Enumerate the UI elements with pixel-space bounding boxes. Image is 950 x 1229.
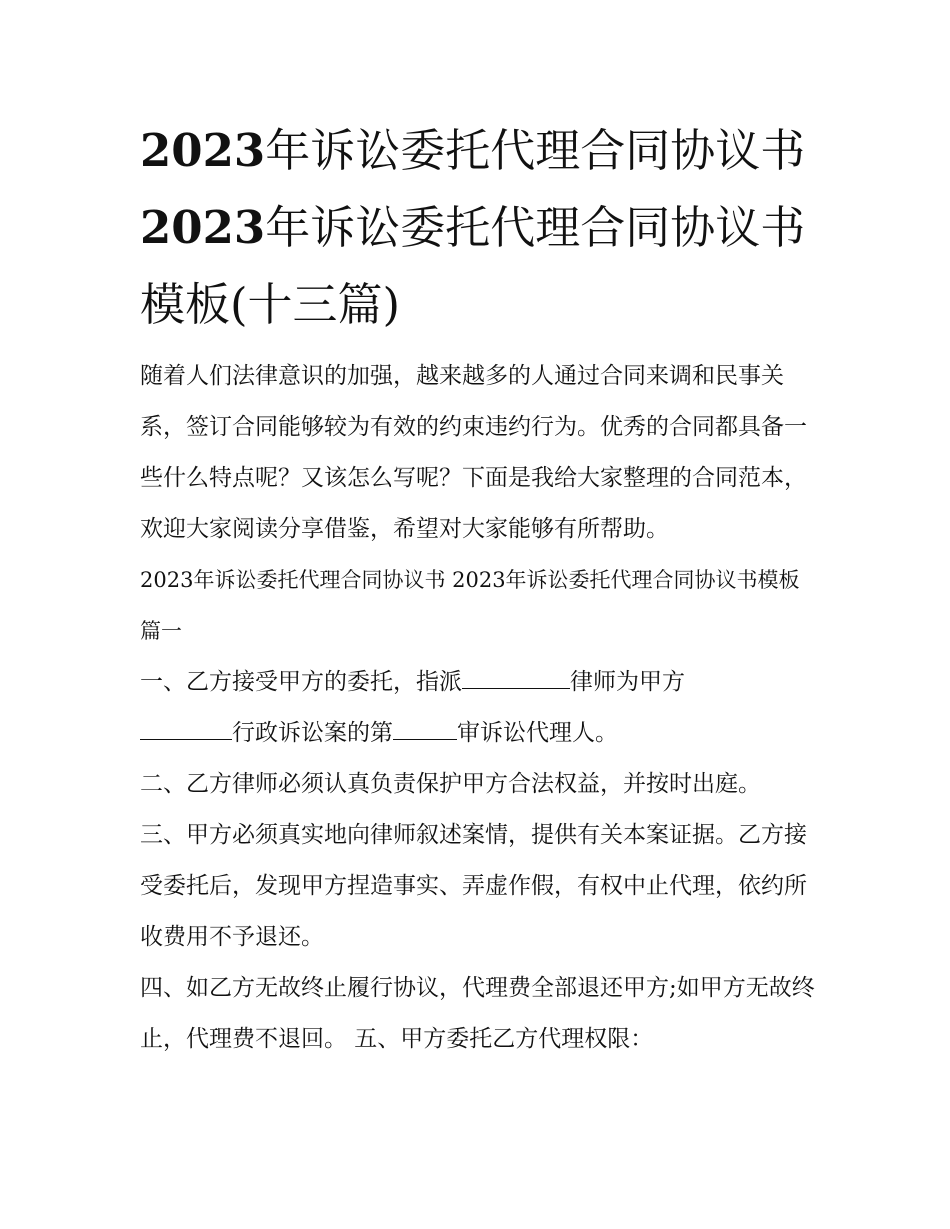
title-year-1: 2023 — [140, 124, 266, 177]
document-page — [140, 112, 820, 1065]
clause-3: 三、甲方必须真实地向律师叙述案情，提供有关本案证据。乙方接受委托后，发现甲方捏造事实、弄虚作假，有权中止代理，依约所收费用不予退还。 — [140, 822, 807, 950]
clause-1-part-d: 审诉讼代理人。 — [457, 720, 618, 746]
title-text-2: 年诉讼委托代理合同协议书模板(十三篇) — [140, 201, 806, 331]
clause-2: 二、乙方律师必须认真负责保护甲方合法权益，并按时出庭。 — [140, 771, 761, 797]
blank-party-name — [140, 719, 232, 740]
clause-1-part-a: 一、乙方接受甲方的委托，指派 — [140, 669, 462, 695]
clause-4: 四、如乙方无故终止履行协议，代理费全部退还甲方;如甲方无故终止，代理费不退回。 五、甲方委托乙方代理权限： — [140, 975, 815, 1052]
document-title — [140, 112, 820, 343]
blank-lawyer-name — [462, 668, 570, 689]
title-text-1: 年诉讼委托代理合同协议书 — [265, 124, 806, 177]
clause-1-part-b: 律师为甲方 — [570, 669, 685, 695]
blank-instance — [393, 719, 457, 740]
title-year-2: 2023 — [140, 201, 266, 254]
clause-1 — [140, 657, 820, 759]
clause-1-part-c: 行政诉讼案的第 — [232, 720, 393, 746]
intro-paragraph: 随着人们法律意识的加强，越来越多的人通过合同来调和民事关系，签订合同能够较为有效的约束违约行为。优秀的合同都具备一些什么特点呢？又该怎么写呢？下面是我给大家整理的合同范本，欢迎大家阅读分享借鉴，希望对大家能够有所帮助。 — [140, 363, 807, 542]
section-heading: 2023年诉讼委托代理合同协议书 2023年诉讼委托代理合同协议书模板篇一 — [140, 568, 800, 643]
